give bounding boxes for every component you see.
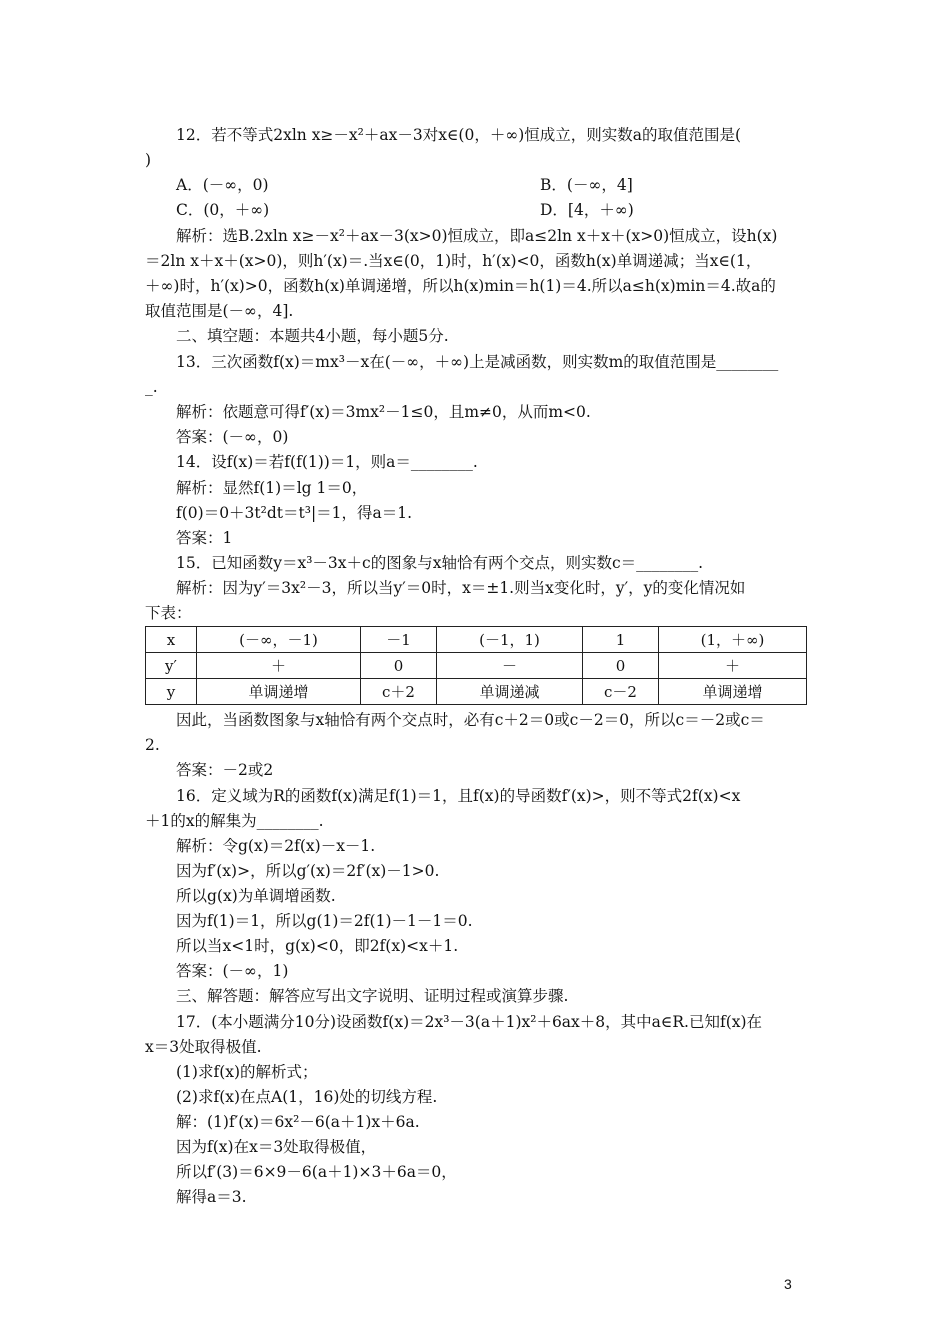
table-cell: c＋2: [361, 679, 437, 705]
table-cell: 0: [361, 653, 437, 679]
table-cell: y′: [146, 653, 197, 679]
table-row: [146, 679, 807, 705]
q15-conclusion-line2: 2.: [145, 736, 160, 754]
q13-solution: 解析：依题意可得f′(x)＝3mx²－1≤0，且m≠0，从而m<0.: [176, 403, 591, 421]
table-cell: －1: [361, 627, 437, 653]
table-cell: y: [146, 679, 197, 705]
q12-option-c: C．(0，＋∞): [176, 201, 270, 219]
table-row: [146, 627, 807, 653]
q14-stem: 14．设f(x)＝若f(f(1))＝1，则a＝________.: [176, 453, 478, 471]
q12-option-b: B．(－∞，4]: [540, 176, 633, 194]
q16-solution-line4: 因为f(1)＝1，所以g(1)＝2f(1)－1－1＝0.: [176, 912, 473, 930]
q14-solution-line1: 解析：显然f(1)＝lg 1＝0，: [176, 479, 368, 497]
q16-solution-line1: 解析：令g(x)＝2f(x)－x－1.: [176, 837, 376, 855]
q17-solution-line4: 解得a＝3.: [176, 1188, 247, 1206]
table-cell: 单调递增: [197, 679, 361, 705]
table-cell: c－2: [583, 679, 659, 705]
variation-table: [145, 626, 807, 705]
table-cell: x: [146, 627, 197, 653]
table-cell: ＋: [659, 653, 807, 679]
table-cell: 单调递增: [659, 679, 807, 705]
q12-solution-line4: 取值范围是(－∞，4].: [145, 302, 294, 320]
q16-solution-line3: 所以g(x)为单调增函数.: [176, 887, 336, 905]
q16-stem-line1: 16．定义域为R的函数f(x)满足f(1)＝1，且f(x)的导函数f′(x)>，则不等式2f(x)<x: [176, 787, 741, 805]
table-cell: 单调递减: [437, 679, 583, 705]
table-cell: ＋: [197, 653, 361, 679]
table-cell: (1，＋∞): [659, 627, 807, 653]
table-cell: 0: [583, 653, 659, 679]
q12-option-d: D．[4，＋∞): [540, 201, 634, 219]
q15-solution-line1: 解析：因为y′＝3x²－3，所以当y′＝0时，x＝±1.则当x变化时，y′，y的变化情况如: [176, 579, 746, 597]
q13-stem-line1: 13．三次函数f(x)＝mx³－x在(－∞，＋∞)上是减函数，则实数m的取值范围是________: [176, 353, 779, 371]
q15-answer: 答案：－2或2: [176, 761, 274, 779]
q12-stem-line2: ): [145, 151, 152, 169]
q12-solution-line3: ＋∞)时，h′(x)>0，函数h(x)单调递增，所以h(x)min＝h(1)＝4.所以a≤h(x)min＝4.故a的: [145, 277, 776, 295]
q17-solution-line1: 解：(1)f′(x)＝6x²－6(a＋1)x＋6a.: [176, 1113, 420, 1131]
q17-stem-line1: 17．(本小题满分10分)设函数f(x)＝2x³－3(a＋1)x²＋6ax＋8，其中a∈R.已知f(x)在: [176, 1013, 763, 1031]
q15-solution-line2: 下表：: [145, 604, 192, 622]
q12-solution-line1: 解析：选B.2xln x≥－x²＋ax－3(x>0)恒成立，即a≤2ln x＋x＋(x>0)恒成立，设h(x): [176, 227, 778, 245]
q15-stem: 15．已知函数y＝x³－3x＋c的图象与x轴恰有两个交点，则实数c＝________.: [176, 554, 704, 572]
q17-stem-line2: x＝3处取得极值.: [145, 1038, 262, 1056]
q13-answer: 答案：(－∞，0): [176, 428, 289, 446]
table-cell: －: [437, 653, 583, 679]
q17-part2: (2)求f(x)在点A(1，16)处的切线方程.: [176, 1088, 438, 1106]
q14-solution-line2: f(0)＝0＋3t²dt＝t³|＝1，得a＝1.: [176, 504, 413, 522]
q17-part1: (1)求f(x)的解析式；: [176, 1063, 318, 1081]
q16-solution-line2: 因为f′(x)>，所以g′(x)＝2f′(x)－1>0.: [176, 862, 440, 880]
table-cell: 1: [583, 627, 659, 653]
page-number: 3: [784, 1276, 792, 1292]
q16-solution-line5: 所以当x<1时，g(x)<0，即2f(x)<x＋1.: [176, 937, 459, 955]
q12-solution-line2: ＝2ln x＋x＋(x>0)，则h′(x)＝.当x∈(0，1)时，h′(x)<0，函数h(x)单调递减；当x∈(1，: [145, 252, 762, 270]
section-fill-in-heading: 二、填空题：本题共4小题，每小题5分.: [176, 327, 449, 345]
q12-option-a: A．(－∞，0): [176, 176, 269, 194]
q14-answer: 答案：1: [176, 529, 233, 547]
q12-stem-line1: 12．若不等式2xln x≥－x²＋ax－3对x∈(0，＋∞)恒成立，则实数a的取值范围是(: [176, 126, 742, 144]
table-cell: (－1，1): [437, 627, 583, 653]
table-row: [146, 653, 807, 679]
q16-answer: 答案：(－∞，1): [176, 962, 289, 980]
q15-conclusion-line1: 因此，当函数图象与x轴恰有两个交点时，必有c＋2＝0或c－2＝0，所以c＝－2或c＝: [176, 711, 765, 729]
q13-stem-line2: _.: [145, 378, 158, 396]
q17-solution-line3: 所以f′(3)＝6×9－6(a＋1)×3＋6a＝0，: [176, 1163, 457, 1181]
table-cell: (－∞，－1): [197, 627, 361, 653]
q16-stem-line2: ＋1的x的解集为________.: [145, 812, 324, 830]
q17-solution-line2: 因为f(x)在x＝3处取得极值，: [176, 1138, 377, 1156]
section-solve-heading: 三、解答题：解答应写出文字说明、证明过程或演算步骤.: [176, 987, 569, 1005]
